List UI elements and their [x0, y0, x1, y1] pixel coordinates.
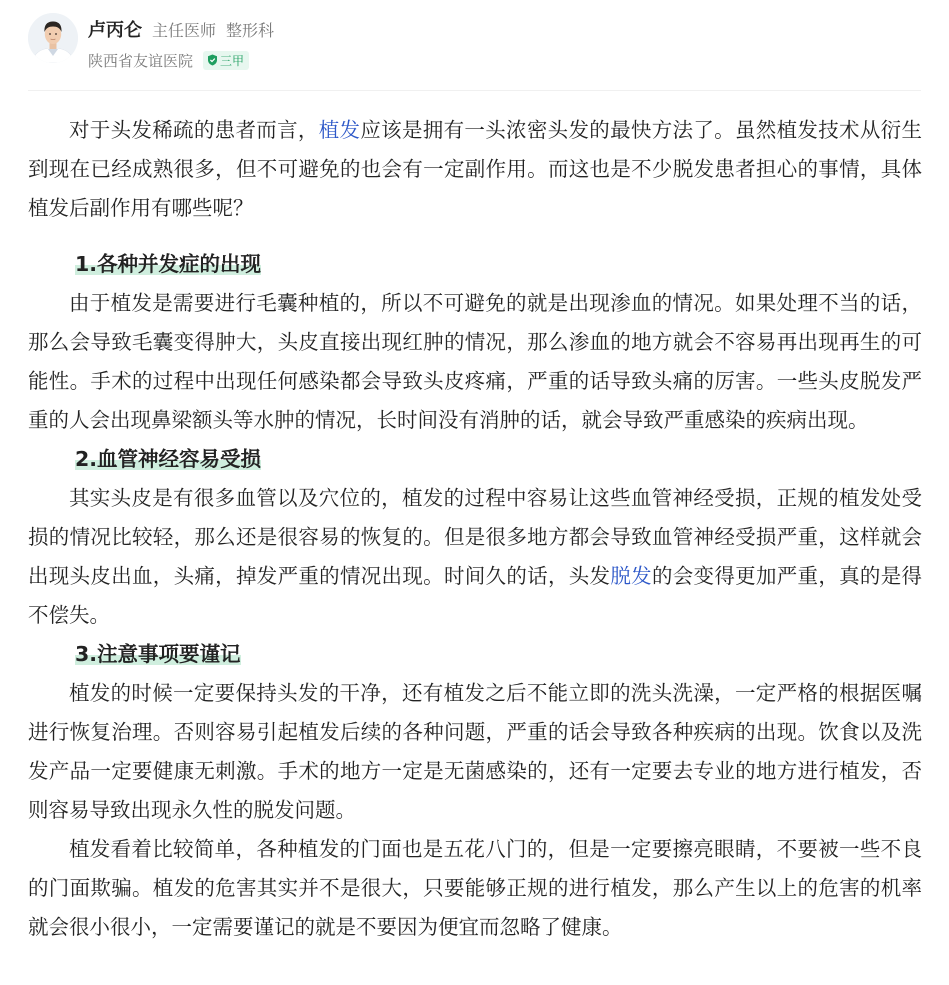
- doctor-department: 整形科: [226, 21, 275, 40]
- section-heading-2-text: 2.血管神经容易受损: [75, 447, 262, 471]
- intro-text-after: 应该是拥有一头浓密头发的最快方法了。虽然植发技术从衍生到现在已经成熟很多，但不可避免的也会有一定副作用。而这也是不少脱发患者担心的事情，具体植发后副作用有哪些呢？: [28, 118, 922, 220]
- section-body-3: 植发的时候一定要保持头发的干净，还有植发之后不能立即的洗头洗澡，一定严格的根据医嘱进行恢复治理。否则容易引起植发后续的各种问题，严重的话会导致各种疾病的出现。饮食以及洗发产品一定要健康无刺激。手术的地方一定是无菌感染的，还有一定要去专业的地方进行植发，否则容易导致出现永久性的脱发问题。: [28, 681, 922, 822]
- doctor-name[interactable]: 卢丙仑: [88, 20, 142, 41]
- hospital-grade-badge: [203, 51, 249, 70]
- shield-check-icon: [207, 54, 218, 66]
- section-heading-3-text: 3.注意事项要谨记: [75, 642, 241, 666]
- section-heading-1-text: 1.各种并发症的出现: [75, 252, 262, 276]
- keyword-link-tuofa[interactable]: 脱发: [610, 564, 652, 588]
- doctor-info-line: [88, 16, 274, 42]
- intro-text-before: 对于头发稀疏的患者而言，: [69, 118, 319, 142]
- doctor-header: [0, 0, 949, 86]
- doctor-title: 主任医师: [152, 21, 217, 40]
- section-body-1: 由于植发是需要进行毛囊种植的，所以不可避免的就是出现渗血的情况。如果处理不当的话，那么会导致毛囊变得肿大，头皮直接出现红肿的情况，那么渗血的地方就会不容易再出现再生的可能性。手术的过程中出现任何感染都会导致头皮疼痛，严重的话导致头痛的厉害。一些头皮脱发严重的人会出现鼻梁额头等水肿的情况，长时间没有消肿的话，就会导致严重感染的疾病出现。: [28, 291, 922, 432]
- section-heading-1: [28, 245, 922, 284]
- header-divider: [28, 90, 921, 91]
- section-body-2: [28, 479, 922, 635]
- article-body: [28, 111, 922, 947]
- hospital-line: [88, 48, 249, 72]
- doctor-avatar-icon[interactable]: [28, 13, 78, 63]
- section-heading-2: [28, 440, 922, 479]
- closing-paragraph: 植发看着比较简单，各种植发的门面也是五花八门的，但是一定要擦亮眼睛，不要被一些不良的门面欺骗。植发的危害其实并不是很大，只要能够正规的进行植发，那么产生以上的危害的机率就会很小很小，一定需要谨记的就是不要因为便宜而忽略了健康。: [28, 837, 922, 939]
- intro-paragraph: [28, 111, 922, 228]
- section-body-2-after: 的会变得更加严重，真的是得不偿失。: [28, 564, 923, 627]
- section-heading-3: [28, 635, 922, 674]
- hospital-grade-label: 三甲: [220, 53, 245, 68]
- section-body-2-before: 其实头皮是有很多血管以及穴位的，植发的过程中容易让这些血管神经受损，正规的植发处受损的情况比较轻，那么还是很容易的恢复的。但是很多地方都会导致血管神经受损严重，这样就会出现头皮出血，头痛，掉发严重的情况出现。时间久的话，头发: [28, 486, 922, 588]
- hospital-name[interactable]: 陕西省友谊医院: [88, 51, 194, 70]
- keyword-link-zhifa[interactable]: 植发: [318, 118, 361, 142]
